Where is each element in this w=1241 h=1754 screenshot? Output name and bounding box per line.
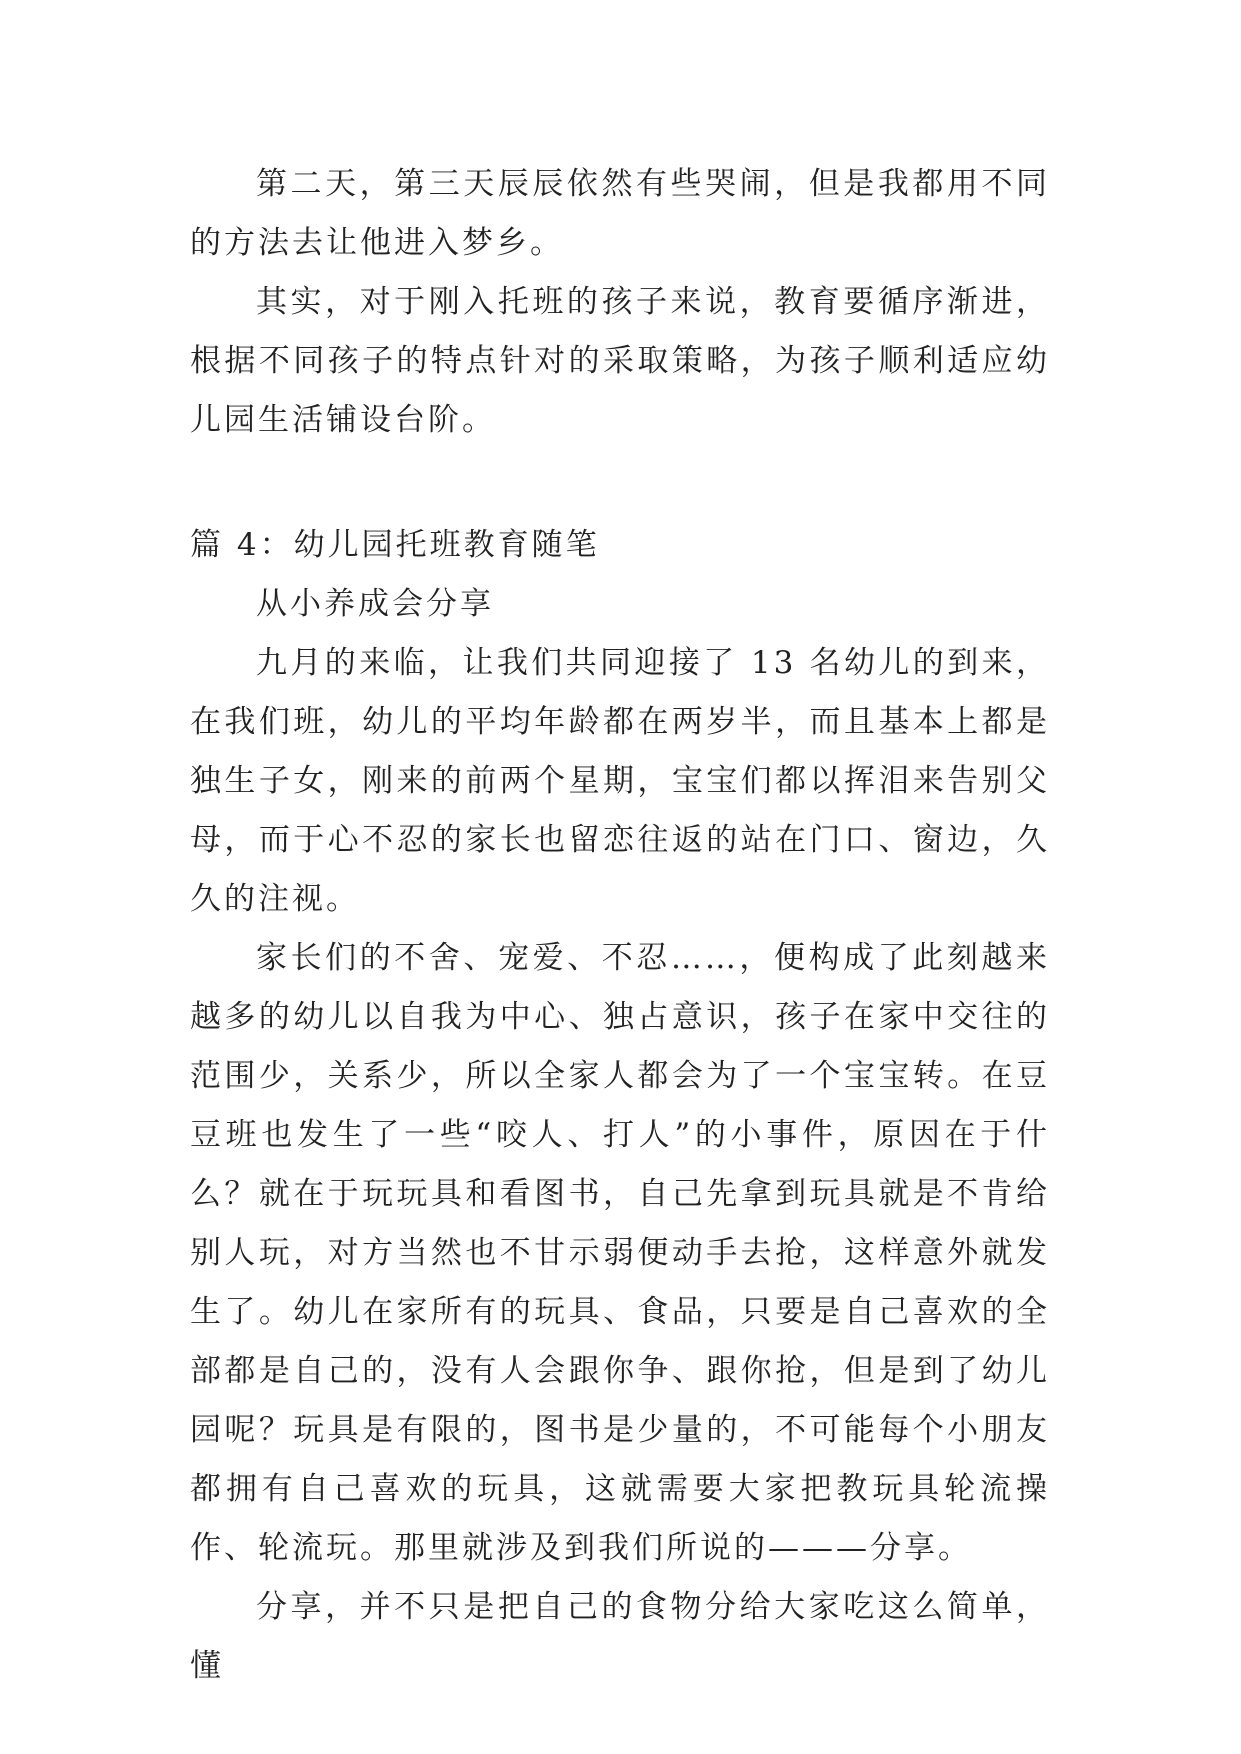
paragraph: 分享，并不只是把自己的食物分给大家吃这么简单，懂 bbox=[190, 1589, 1050, 1684]
section-gap bbox=[190, 450, 1050, 516]
paragraph: 九月的来临，让我们共同迎接了 13 名幼儿的到来，在我们班，幼儿的平均年龄都在两岁半，而且基本上都是独生子女，刚来的前两个星期，宝宝们都以挥泪来告别父母，而于心不忍的家长也留恋往返的站在门口、窗边，久久的注视。 bbox=[190, 645, 1050, 917]
paragraph: 第二天，第三天辰辰依然有些哭闹，但是我都用不同的方法去让他进入梦乡。 bbox=[190, 166, 1050, 261]
paragraph: 家长们的不舍、宠爱、不忍……，便构成了此刻越来越多的幼儿以自我为中心、独占意识，孩子在家中交往的范围少，关系少，所以全家人都会为了一个宝宝转。在豆豆班也发生了一些“咬人、打人”的小事件，原因在于什么？就在于玩玩具和看图书，自己先拿到玩具就是不肯给别人玩，对方当然也不甘示弱便动手去抢，这样意外就发生了。幼儿在家所有的玩具、食品，只要是自己喜欢的全部都是自己的，没有人会跟你争、跟你抢，但是到了幼儿园呢？玩具是有限的，图书是少量的，不可能每个小朋友都拥有自己喜欢的玩具，这就需要大家把教玩具轮流操作、轮流玩。那里就涉及到我们所说的———分享。 bbox=[190, 940, 1050, 1566]
document-body bbox=[190, 155, 1050, 1696]
section-title: 篇 4：幼儿园托班教育随笔 bbox=[190, 527, 600, 563]
section-subtitle: 从小养成会分享 bbox=[256, 586, 494, 622]
paragraph: 其实，对于刚入托班的孩子来说，教育要循序渐进，根据不同孩子的特点针对的采取策略，为孩子顺利适应幼儿园生活铺设台阶。 bbox=[190, 284, 1050, 438]
